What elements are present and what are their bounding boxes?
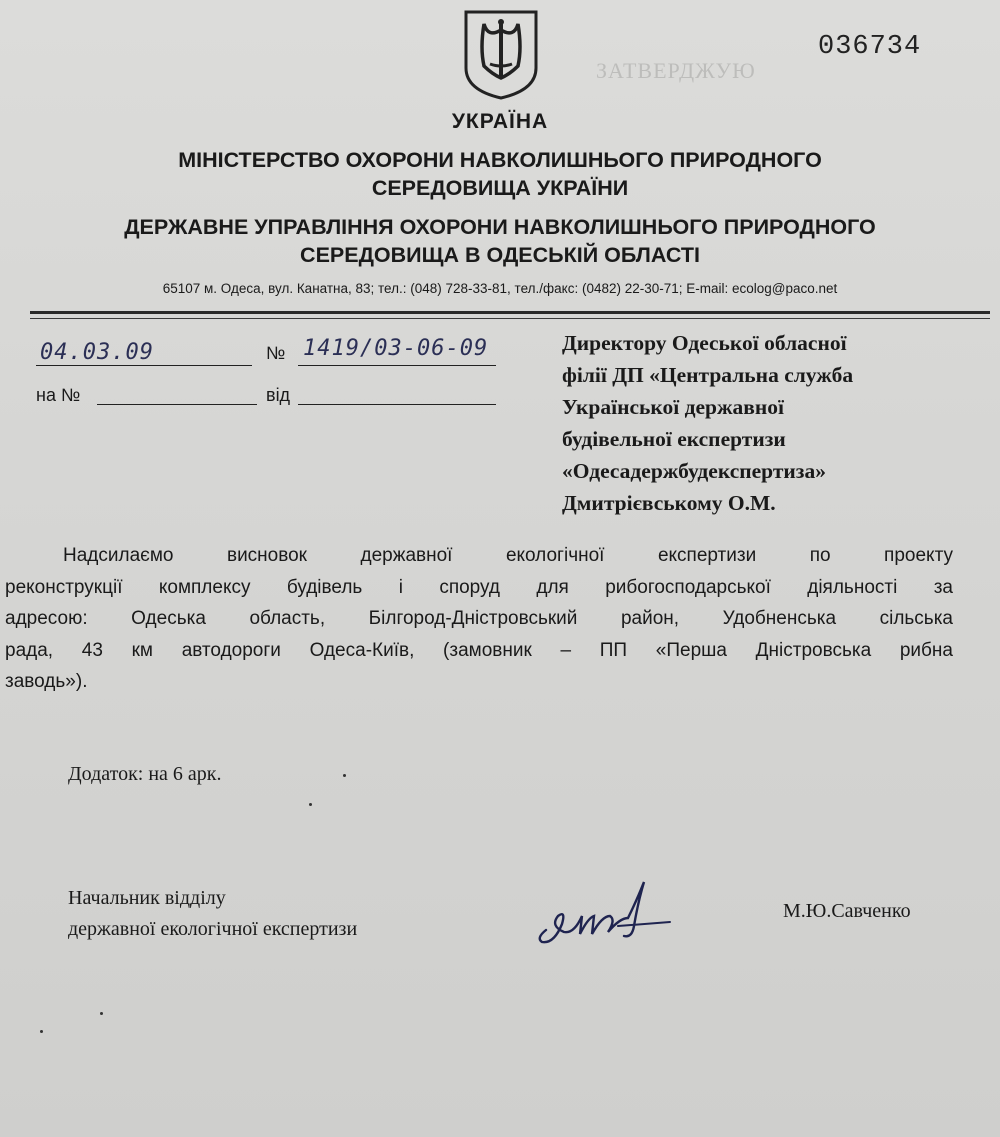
outgoing-number-underline <box>298 365 496 366</box>
signer-position <box>68 883 357 945</box>
attachment-note: Додаток: на 6 арк. <box>68 763 222 785</box>
letter-body-line: Надсилаємо висновок державної екологічної експертизи по проекту <box>63 545 953 566</box>
reply-from-underline <box>298 404 496 405</box>
recipient-block <box>562 327 982 519</box>
coat-of-arms-emblem <box>462 8 540 100</box>
administration-heading <box>0 213 1000 269</box>
country-heading: УКРАЇНА <box>451 110 549 133</box>
signer-position-line1: Начальник відділу <box>68 887 226 909</box>
recipient-line: Української державної <box>562 395 785 419</box>
outgoing-number: 1419/03-06-09 <box>303 336 489 361</box>
reply-to-underline <box>97 404 257 405</box>
header-divider-thin <box>30 318 990 319</box>
letter-body-line: заводь»). <box>5 671 88 692</box>
recipient-line: Директору Одеської обласної <box>562 331 847 355</box>
bleed-through-text: ЗАТВЕРДЖУЮ <box>596 58 756 83</box>
scan-speck <box>343 774 346 777</box>
reply-to-label: на № <box>36 385 81 405</box>
outgoing-number-label: № <box>266 343 286 363</box>
header-divider <box>30 311 990 314</box>
signer-position-line2: державної екологічної експертизи <box>68 918 358 940</box>
administration-heading-line1: ДЕРЖАВНЕ УПРАВЛІННЯ ОХОРОНИ НАВКОЛИШНЬОГО ПРИРОДНОГО <box>124 215 876 239</box>
reply-from-label: від <box>266 385 291 405</box>
recipient-line: «Одесадержбудекспертиза» <box>562 459 826 483</box>
ministry-heading-line2: СЕРЕДОВИЩА УКРАЇНИ <box>371 176 629 200</box>
recipient-line: Дмитрієвському О.М. <box>562 491 776 515</box>
ministry-heading-line1: МІНІСТЕРСТВО ОХОРОНИ НАВКОЛИШНЬОГО ПРИРОДНОГО <box>178 148 822 172</box>
letter-body-line: реконструкції комплексу будівель і споруд для рибогосподарської діяльності за <box>5 576 953 598</box>
letter-body-line: адресою: Одеська область, Білгород-Дністровський район, Удобненська сільська <box>5 608 953 629</box>
scan-speck <box>40 1030 43 1033</box>
scan-speck <box>309 803 312 806</box>
handwritten-signature <box>532 872 682 952</box>
signer-name: М.Ю.Савченко <box>783 900 911 922</box>
outgoing-date-underline <box>36 365 252 366</box>
letter-body-line: рада, 43 км автодороги Одеса-Київ, (замовник – ПП «Перша Дністровська рибна <box>5 639 953 661</box>
scan-speck <box>100 1012 103 1015</box>
recipient-line: будівельної експертизи <box>562 427 786 451</box>
outgoing-date: 04.03.09 <box>40 340 154 365</box>
contact-details: 65107 м. Одеса, вул. Канатна, 83; тел.: (048) 728-33-81, тел./факс: (0482) 22-30-71; E-mail: ecolog@paco.net <box>162 281 838 296</box>
recipient-line: філії ДП «Центральна служба <box>562 363 854 387</box>
document-serial-number: 036734 <box>818 32 922 62</box>
letter-body <box>5 540 953 698</box>
ministry-heading <box>0 146 1000 202</box>
administration-heading-line2: СЕРЕДОВИЩА В ОДЕСЬКІЙ ОБЛАСТІ <box>300 243 700 267</box>
